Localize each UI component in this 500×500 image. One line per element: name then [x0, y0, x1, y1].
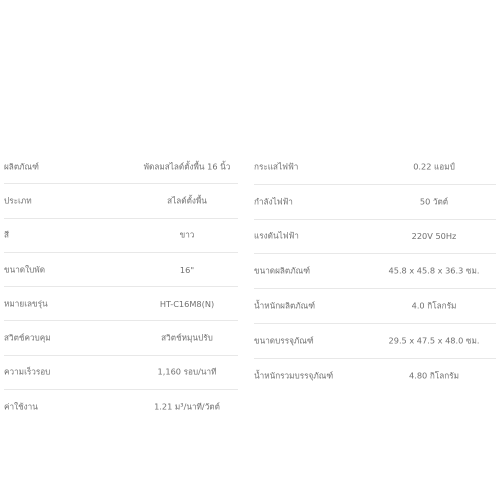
spec-row — [4, 356, 238, 390]
spec-row — [254, 220, 496, 255]
spec-row — [254, 254, 496, 289]
spec-row — [4, 219, 238, 253]
spec-value: 1,160 รอบ/นาที — [157, 366, 217, 377]
spec-label: น้ำหนักผลิตภัณฑ์ — [254, 300, 316, 311]
spec-label: ประเภท — [4, 195, 32, 206]
spec-value: 1.21 ม³/นาที/วัตต์ — [154, 401, 220, 412]
spec-table-left — [4, 150, 238, 424]
spec-label: น้ำหนักรวมบรรจุภัณฑ์ — [254, 370, 334, 381]
spec-value: 4.0 กิโลกรัม — [411, 300, 457, 311]
spec-value: 29.5 x 47.5 x 48.0 ซม. — [388, 335, 480, 346]
spec-row — [4, 253, 238, 287]
spec-row — [254, 289, 496, 324]
spec-label: สี — [4, 229, 9, 240]
spec-table-right — [254, 150, 496, 394]
spec-label: กำลังไฟฟ้า — [254, 196, 293, 207]
spec-value: 220V 50Hz — [411, 231, 457, 242]
spec-label: หมายเลขรุ่น — [4, 298, 48, 309]
spec-value: สไลด์ตั้งพื้น — [167, 195, 207, 206]
spec-row — [254, 324, 496, 359]
spec-label: ขนาดบรรจุภัณฑ์ — [254, 335, 314, 346]
spec-row — [4, 150, 238, 184]
spec-label: กระแสไฟฟ้า — [254, 161, 299, 172]
spec-label: ขนาดใบพัด — [4, 264, 46, 275]
spec-value: 50 วัตต์ — [419, 196, 449, 207]
spec-row — [4, 321, 238, 355]
spec-label: ความเร็วรอบ — [4, 366, 51, 377]
spec-value: ขาว — [179, 229, 195, 240]
spec-label: ผลิตภัณฑ์ — [4, 161, 39, 172]
spec-label: สวิตช์ควบคุม — [4, 332, 51, 343]
spec-value: 0.22 แอมป์ — [413, 161, 455, 172]
spec-value: 16" — [179, 264, 195, 275]
spec-label: แรงดันไฟฟ้า — [254, 230, 299, 241]
spec-label: ขนาดผลิตภัณฑ์ — [254, 265, 311, 276]
spec-value: พัดลมสไลด์ตั้งพื้น 16 นิ้ว — [143, 161, 231, 172]
spec-row — [254, 185, 496, 220]
spec-value: 4.80 กิโลกรัม — [409, 370, 459, 381]
spec-row — [4, 287, 238, 321]
spec-value: สวิตช์หมุนปรับ — [161, 332, 213, 343]
spec-row — [254, 150, 496, 185]
spec-row — [254, 359, 496, 394]
spec-label: ค่าใช้งาน — [4, 401, 38, 412]
spec-value: 45.8 x 45.8 x 36.3 ซม. — [388, 265, 480, 276]
spec-row — [4, 390, 238, 424]
spec-value: HT-C16M8(N) — [159, 298, 215, 309]
spec-row — [4, 184, 238, 218]
